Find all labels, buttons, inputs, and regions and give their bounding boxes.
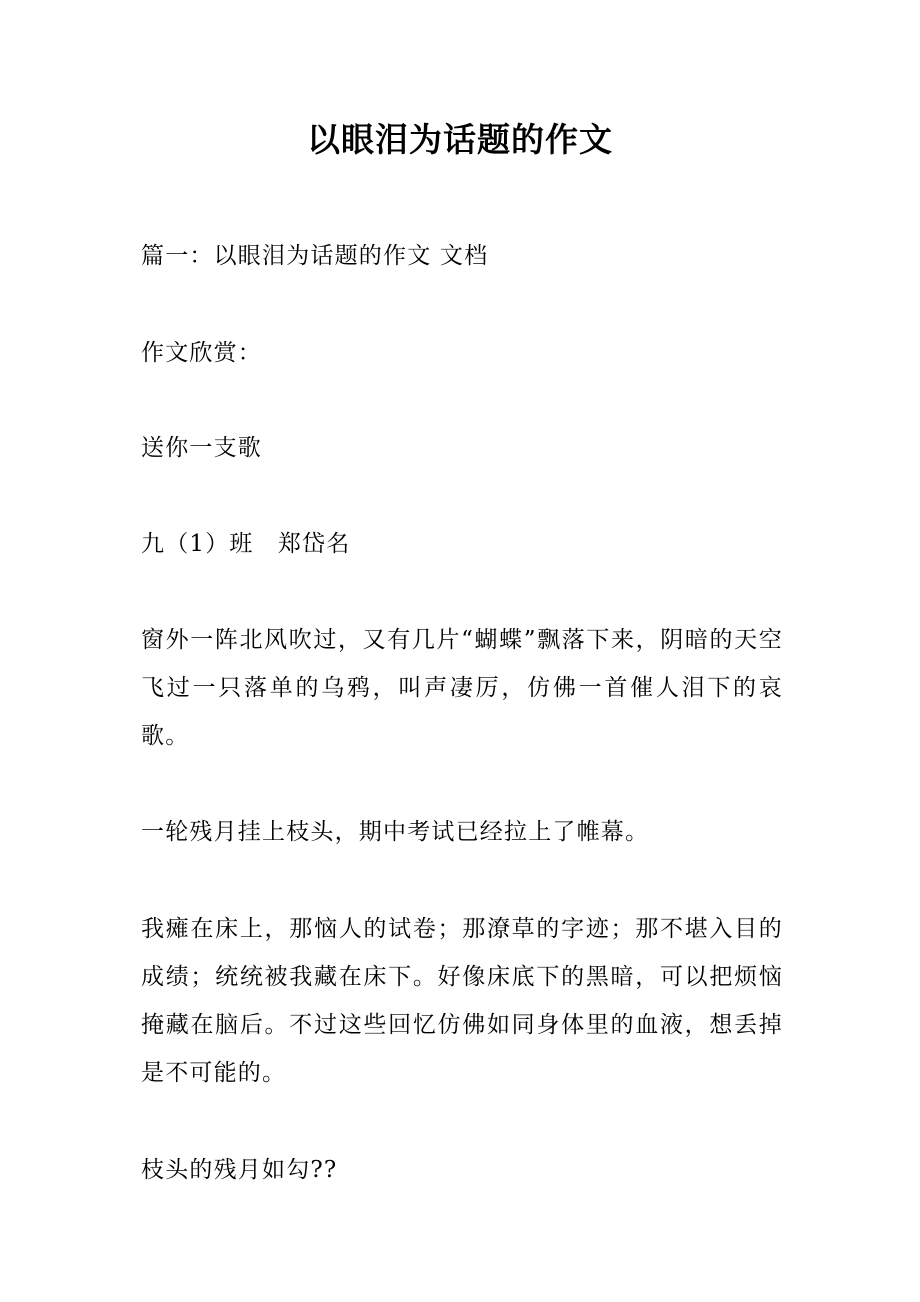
author-line: 九（1）班 郑岱名 [141,531,351,557]
document-title: 以眼泪为话题的作文 [307,120,613,159]
paragraph: 我瘫在床上，那恼人的试卷；那潦草的字迹；那不堪入目的成绩；统统被我藏在床下。好像床底下的黑暗，可以把烦恼掩藏在脑后。不过这些回忆仿佛如同身体里的血液，想丢掉是不可能的。 [141,916,783,1086]
essay-title: 送你一支歌 [141,435,262,461]
paragraph: 枝头的残月如勾?? [141,1157,338,1183]
paragraph: 窗外一阵北风吹过，又有几片“蝴蝶”飘落下来，阴暗的天空飞过一只落单的乌鸦，叫声凄厉，仿佛一首催人泪下的哀歌。 [141,627,783,749]
paragraph-label: 作文欣赏： [141,340,262,366]
paragraph-heading: 篇一：以眼泪为话题的作文 文档 [141,243,489,269]
paragraph: 一轮残月挂上枝头，期中考试已经拉上了帷幕。 [141,819,650,845]
